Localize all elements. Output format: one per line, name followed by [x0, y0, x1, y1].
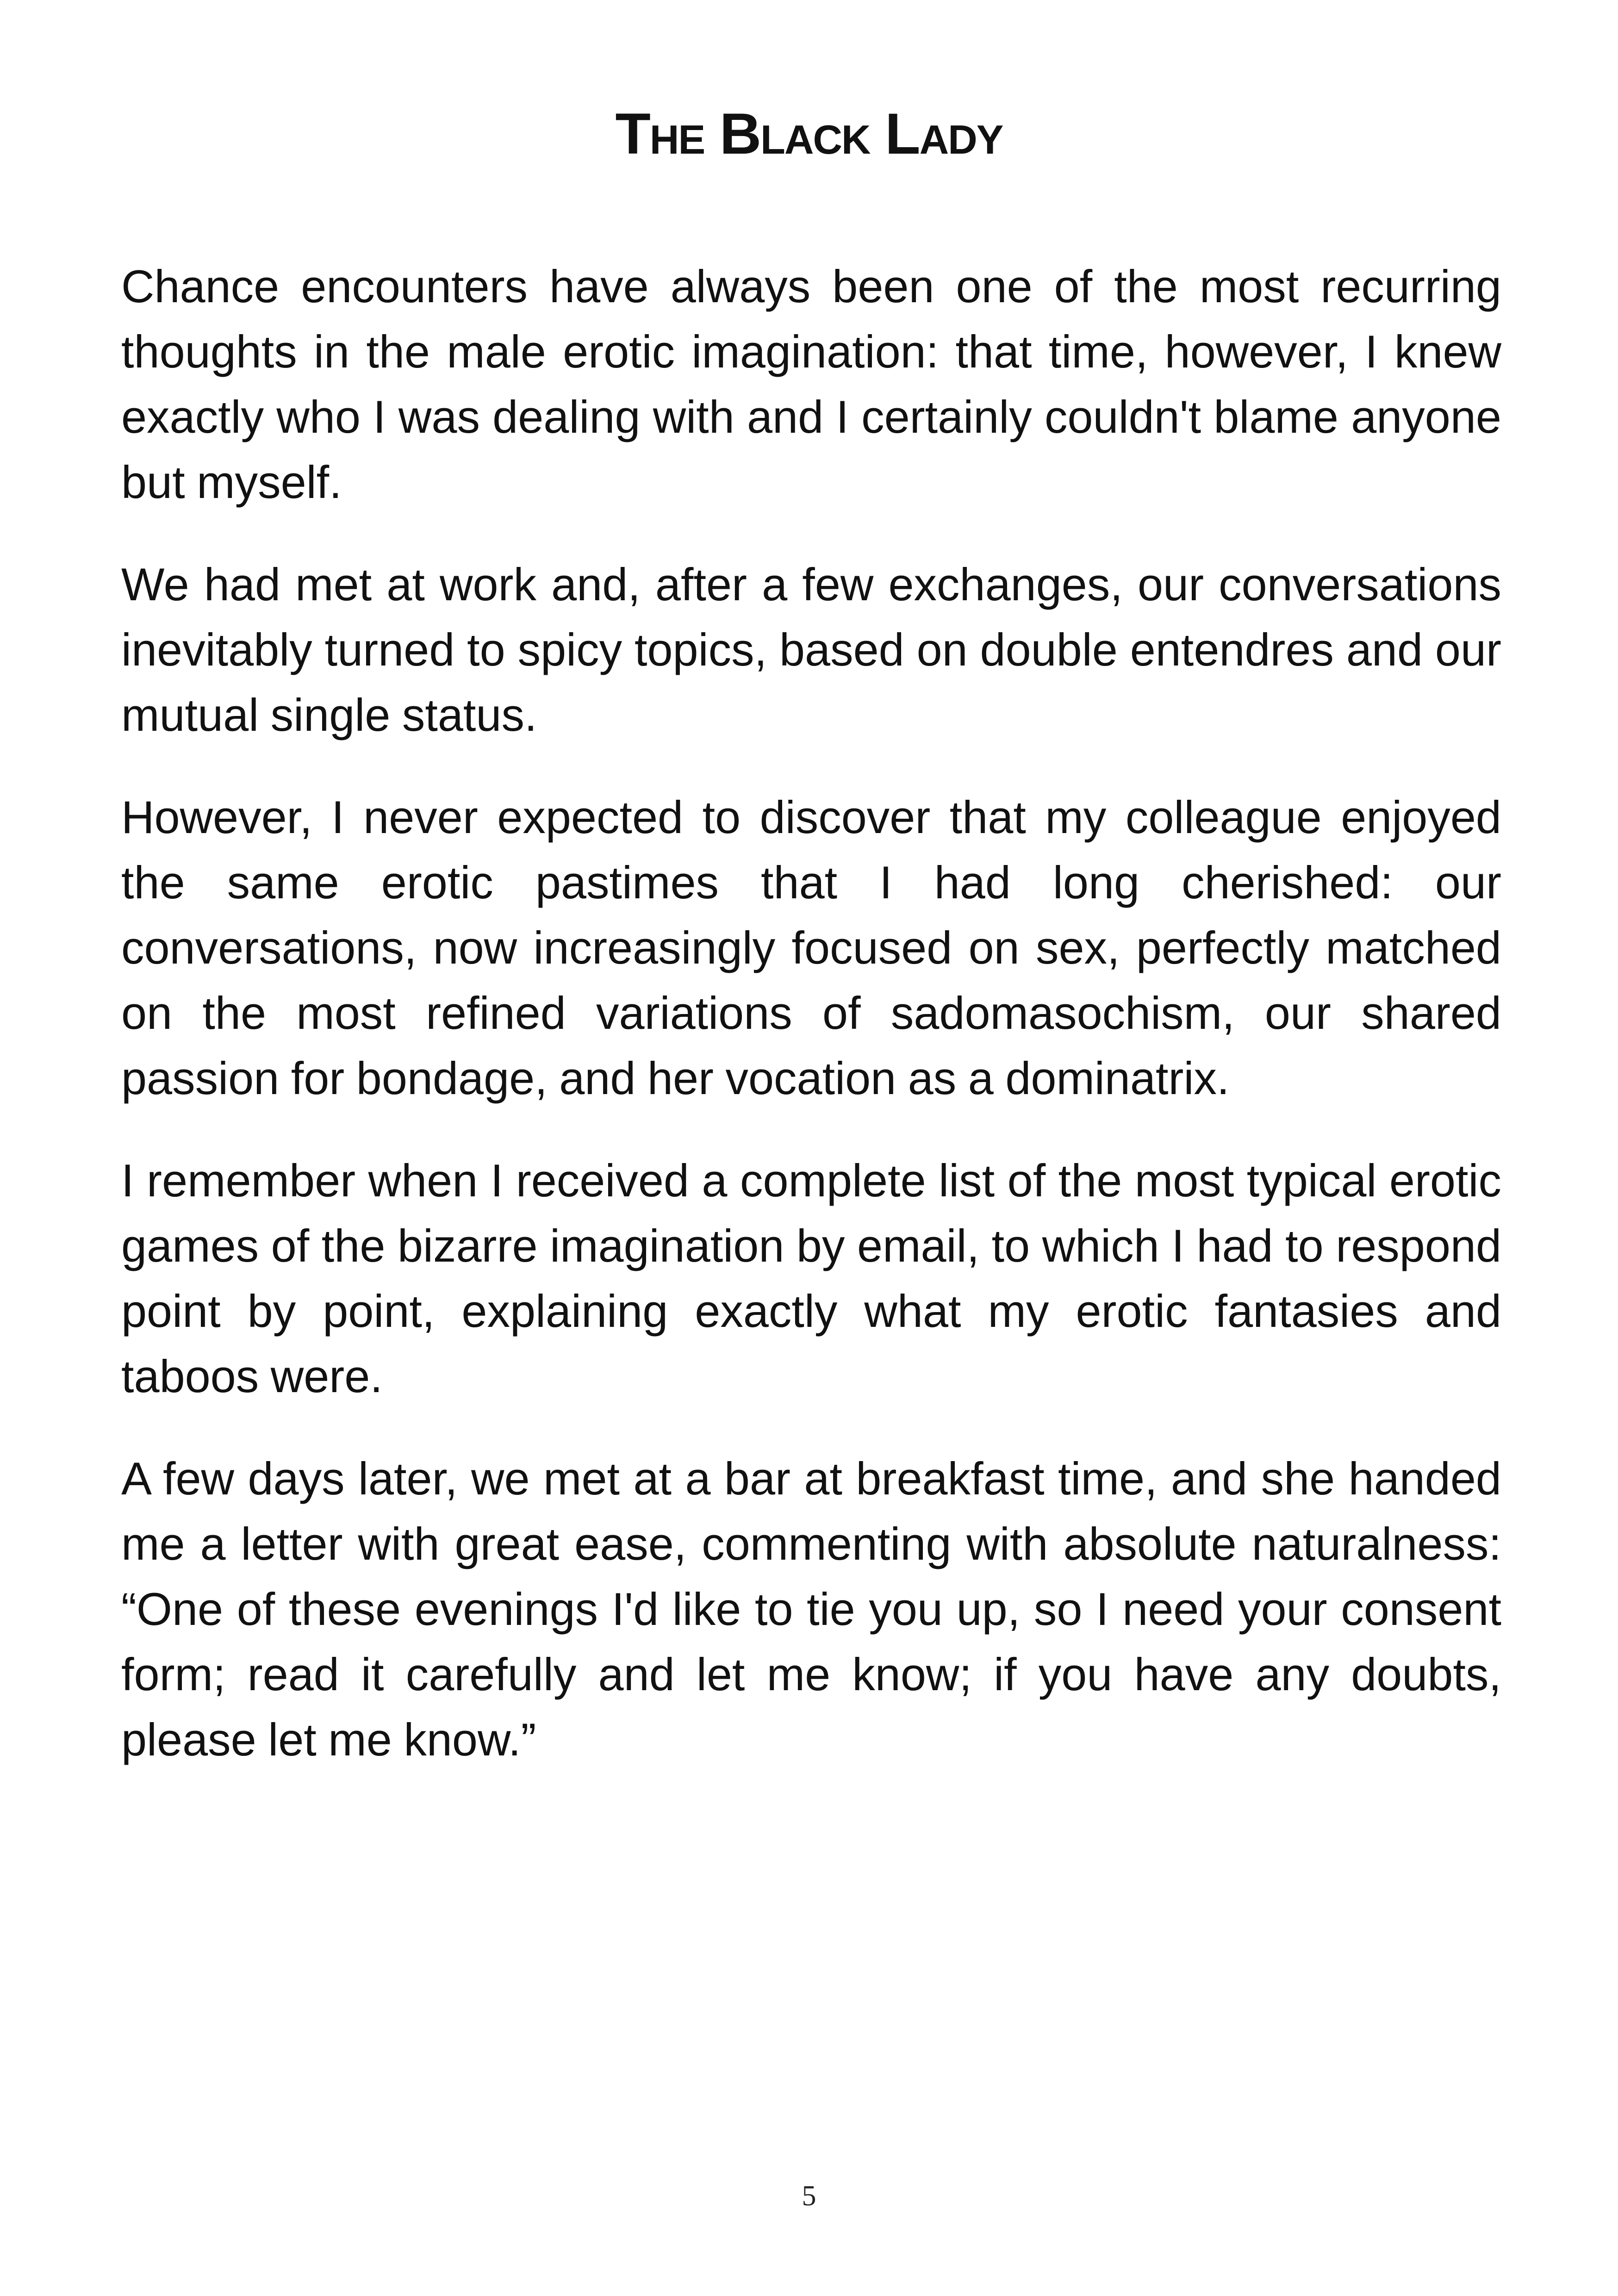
paragraph-1: Chance encounters have always been one of the most recurring thoughts in the male erotic imagination: that time, however, I knew exactly who I was dealing with and I certainly couldn't blame anyone but myself. [121, 261, 1501, 508]
chapter-body [121, 254, 1501, 1809]
paragraph-5: A few days later, we met at a bar at breakfast time, and she handed me a letter with great ease, commenting with absolute naturalness: “One of these evenings I'd like to tie you up, so I need your consent form; read it carefully and let me know; if you have any doubts, please let me know.” [121, 1453, 1501, 1765]
chapter-title: The Black Lady [615, 102, 1003, 166]
paragraph-3: However, I never expected to discover that my colleague enjoyed the same erotic pastimes that I had long cherished: our conversations, now increasingly focused on sex, perfectly matched on the most refined variations of sadomasochism, our shared passion for bondage, and her vocation as a dominatrix. [121, 791, 1501, 1104]
paragraph-2: We had met at work and, after a few exchanges, our conversations inevitably turned to spicy topics, based on double entendres and our mutual single status. [121, 559, 1501, 740]
paragraph-4: I remember when I received a complete list of the most typical erotic games of the bizarre imagination by email, to which I had to respond point by point, explaining exactly what my erotic fantasies and taboos were. [121, 1155, 1501, 1402]
page-number: 5 [802, 2180, 816, 2212]
